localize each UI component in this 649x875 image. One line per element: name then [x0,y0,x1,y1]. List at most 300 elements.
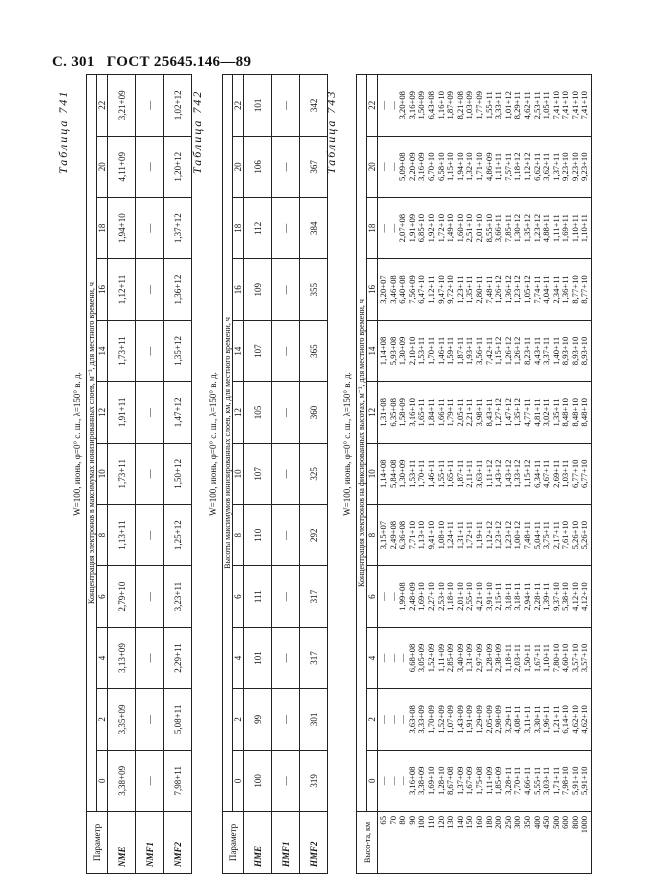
table-743-caption: W=100, июнь, φ=0° с. ш., λ=150° в. д. [342,372,352,516]
value-cell: 1,05+12 [521,275,532,304]
value-cell: 1,15+10 [445,152,456,181]
param-name: NMF2 [164,812,192,874]
value-cell: 1,27+12 [493,398,504,427]
value-cell: 3,62+11 [541,152,552,181]
value-cell: 1,16+10 [435,91,446,120]
value-cell: 2,53+10 [435,582,446,611]
altitude-value: 450 [541,816,552,829]
value-cell: 1,36+12 [502,275,513,304]
value-cell: 109 [244,259,272,320]
value-cell: 7,48+11 [521,521,532,550]
value-cell: — [397,776,408,786]
value-cell: 106 [244,136,272,197]
value-cell: 2,53+11 [531,91,542,120]
hour-header: 14 [233,320,244,381]
hour-header: 18 [97,197,108,258]
value-cell: 1,26+12 [493,275,504,304]
value-cell: 1,33+12 [512,459,523,489]
value-cell: 8,48+10 [579,398,590,427]
value-cell: — [136,75,164,137]
value-cell: — [136,627,164,688]
value-cell: 2,38+09 [493,643,504,673]
value-cell: 1,52+09 [425,643,436,673]
value-cell: 3,15+07 [378,520,388,550]
value-cell: — [387,715,398,724]
value-cell: 1,65+11 [416,398,427,427]
param-name: HMF2 [300,812,328,874]
value-cell: 101 [244,75,272,137]
value-cell: 1,70+09 [425,705,436,734]
value-cell: 1,26+12 [512,336,523,366]
value-cell: 3,33+11 [493,91,504,120]
value-cell: 8,67+08 [445,766,456,796]
value-cell: 7,80+10 [550,643,561,673]
value-cell: — [272,505,300,566]
value-cell: — [272,627,300,688]
hour-column [378,197,592,258]
value-cell: 1,12+12 [521,152,532,181]
altitude-header: Высо-та, км [357,812,378,874]
value-cell: 8,55+10 [483,213,494,243]
value-cell: 1,11+11 [493,152,504,181]
value-cell: 2,29+11 [164,627,192,688]
value-cell: 317 [300,627,328,688]
value-cell: 1,31+08 [378,398,388,427]
value-cell: 1,11+12 [483,459,494,488]
value-cell: 1,19+11 [473,521,484,550]
hour-header: 22 [97,75,108,137]
value-cell: 1,13+10 [416,520,427,550]
hour-header: 8 [97,504,108,565]
hour-column [378,566,592,627]
value-cell: 7,41+10 [579,91,590,120]
value-cell: 2,11+11 [464,459,475,488]
table-743-body [378,75,592,874]
value-cell: 2,97+09 [473,643,484,673]
value-cell: 3,56+11 [473,336,484,366]
value-cell: 1,50+09 [416,91,427,120]
value-cell: 3,16+08 [406,766,417,796]
hour-header: 20 [367,136,378,197]
altitude-value: 150 [464,816,475,829]
value-cell: 1,87+11 [454,459,465,488]
value-cell: 2,07+08 [397,213,408,243]
value-cell: 1,30+09 [397,459,408,489]
value-cell: — [378,223,388,233]
hour-header: 0 [367,750,378,811]
hour-header: 2 [367,689,378,750]
value-cell: 7,42+11 [483,336,494,366]
value-cell: 1,69+10 [425,766,436,796]
value-cell: 3,29+11 [502,705,513,734]
hour-header: 16 [233,259,244,320]
value-cell: — [272,689,300,750]
value-cell: 1,18+12 [512,152,523,181]
value-cell: 2,15+11 [493,582,504,611]
value-cell: — [378,592,388,601]
altitude-value: 110 [425,816,436,829]
value-cell: 6,40+08 [397,275,408,304]
value-cell: 1,47+12 [164,382,192,443]
value-cell: 6,77+10 [579,459,590,489]
value-cell: 1,12+11 [108,259,136,320]
value-cell: — [378,162,388,172]
value-cell: 1,46+11 [425,459,436,488]
param-name: NME [108,812,136,874]
value-cell: 1,71+11 [550,766,561,795]
table-743-name: Таблица 743 [324,89,338,174]
value-cell: 2,27+10 [425,582,436,611]
value-cell: — [136,750,164,811]
hour-header: 8 [367,504,378,565]
value-cell: — [272,750,300,811]
value-cell: 3,20+08 [397,91,408,120]
value-cell: 1,23+12 [493,520,504,550]
value-cell: 1,55+11 [435,459,446,488]
value-cell: 1,93+11 [464,336,475,366]
value-cell: 8,21+08 [454,91,465,120]
value-cell: 3,38+09 [416,766,427,796]
value-cell: 1,18+11 [502,643,513,673]
altitude-value: 100 [416,816,427,829]
value-cell: — [272,75,300,137]
hour-header: 12 [97,382,108,443]
value-cell: 1,12+12 [483,520,494,550]
value-cell: 4,60+10 [560,643,571,673]
value-cell: 4,62+10 [569,705,580,734]
value-cell: — [397,715,408,724]
value-cell: 1,00+12 [512,520,523,550]
value-cell: 2,98+09 [493,705,504,734]
value-cell: 367 [300,136,328,197]
value-cell: 5,91+10 [569,766,580,796]
value-cell: 1,14+08 [378,459,388,489]
value-cell: 7,56+09 [406,275,417,304]
value-cell: — [136,443,164,504]
value-cell: 1,37+12 [164,197,192,258]
value-cell: 1,24+11 [445,521,456,550]
value-cell: 3,21+09 [108,75,136,137]
value-cell: 1,11+09 [483,766,494,795]
value-cell: 3,03+11 [541,766,552,795]
param-name: HMF1 [272,812,300,874]
table-741-caption: W=100, июнь, φ=0° с. ш., λ=150° в. д. [72,372,82,516]
altitude-value: 400 [531,816,542,829]
value-cell: 1,13+11 [108,504,136,565]
value-cell: 3,46+08 [387,275,398,304]
value-cell: 7,98+10 [560,766,571,796]
altitude-value: 160 [473,816,484,829]
value-cell: 1,35+12 [164,320,192,381]
value-cell: 1,36+11 [560,275,571,304]
value-cell: 6,58+10 [435,152,446,181]
hour-header: 20 [233,136,244,197]
value-cell: — [272,566,300,627]
value-cell: 7,70+11 [512,766,523,795]
value-cell: 7,98+11 [164,750,192,811]
value-cell: — [272,382,300,443]
value-cell: 1,66+11 [435,398,446,427]
value-cell: 2,79+10 [108,566,136,627]
value-cell: 1,91+09 [464,705,475,734]
value-cell: 2,01+10 [473,213,484,243]
value-cell: 7,61+10 [560,520,571,550]
hour-header: 16 [97,259,108,320]
value-cell: 1,15+12 [493,336,504,366]
value-cell: 1,07+09 [445,705,456,734]
value-cell: 5,26+10 [569,520,580,550]
value-cell: 3,11+11 [521,705,532,734]
value-cell: 3,40+09 [454,643,465,673]
value-cell: — [136,504,164,565]
value-cell: — [136,136,164,197]
table-row [244,75,272,874]
value-cell: 105 [244,382,272,443]
value-cell: 5,26+10 [579,520,590,550]
value-cell: 342 [300,75,328,137]
value-cell: 9,23+10 [579,152,590,181]
hours-header-row [233,75,244,874]
value-cell: 5,38+10 [560,582,571,611]
value-cell: 1,10+11 [541,643,552,673]
value-cell: 1,85+09 [493,766,504,796]
hour-header: 2 [233,689,244,750]
hour-column [378,259,592,320]
hour-header: 10 [233,443,244,504]
page-number: С. 301 [52,54,95,70]
value-cell: 1,29+09 [473,705,484,734]
value-cell: 3,57+10 [579,643,590,673]
value-cell: 1,35+12 [521,213,532,243]
value-cell: 319 [300,750,328,811]
value-cell: 3,63+11 [473,459,484,488]
value-cell: 8,29+11 [512,91,523,120]
value-cell: 1,72+11 [464,521,475,550]
value-cell: 2,80+11 [473,275,484,304]
param-name: HME [244,812,272,874]
altitude-value: 200 [493,816,504,829]
hour-header: 4 [367,627,378,688]
value-cell: 1,10+11 [579,214,590,243]
value-cell: 7,41+10 [569,91,580,120]
value-cell: 100 [244,750,272,811]
value-cell: 1,21+11 [550,705,561,734]
value-cell: — [387,223,398,233]
value-cell: — [136,320,164,381]
value-cell: 8,48+10 [560,398,571,427]
value-cell: — [378,653,388,663]
value-cell: 1,75+08 [473,766,484,796]
value-cell: 107 [244,443,272,504]
value-cell: 1,36+12 [164,259,192,320]
value-cell: — [387,776,398,786]
value-cell: 8,77+10 [569,275,580,304]
value-cell: 3,66+11 [493,214,504,243]
value-cell: 6,77+10 [569,459,580,489]
value-cell: 1,12+11 [425,275,436,304]
value-cell: 360 [300,382,328,443]
value-cell: 6,68+08 [406,643,417,673]
value-cell: 2,55+10 [464,582,475,611]
value-cell: 1,23+12 [502,520,513,550]
value-cell: 384 [300,198,328,259]
value-cell: 1,46+11 [435,336,446,366]
value-cell: 112 [244,198,272,259]
value-cell: 2,51+10 [464,213,475,243]
value-cell: 3,37+11 [541,336,552,366]
altitude-value: 120 [435,816,446,829]
value-cell: 1,11+11 [550,214,561,243]
altitude-value: 65 [378,816,388,825]
value-cell: 1,32+10 [464,152,475,181]
value-cell: 1,30+09 [397,336,408,366]
hour-header: 14 [97,320,108,381]
table-743-subcaption: Концентрация электронов на фиксированных высотах, м⁻³, для местного времени, ч [357,75,367,812]
value-cell: 1,87+09 [445,91,456,120]
value-cell: 1,23+11 [454,275,465,304]
value-cell: 2,20+09 [406,152,417,181]
value-cell: 3,18+11 [502,582,513,611]
value-cell: 5,93+08 [387,336,398,366]
value-cell: 7,74+11 [531,275,542,304]
value-cell: 3,35+09 [108,689,136,750]
value-cell: 1,73+11 [108,320,136,381]
hour-header: 18 [367,197,378,258]
value-cell: — [378,100,388,110]
value-cell: 301 [300,689,328,750]
altitude-value: 500 [550,816,561,829]
value-cell: 6,36+08 [397,520,408,550]
value-cell: 9,37+10 [550,582,561,611]
value-cell: 1,35+11 [550,398,561,427]
altitude-value: 130 [445,816,456,829]
value-cell: 1,50+11 [521,643,532,673]
value-cell: 6,62+11 [531,152,542,181]
value-cell: 1,84+11 [425,398,436,427]
value-cell: 1,28+10 [435,766,446,796]
value-cell: 1,67+11 [531,643,542,673]
value-cell: 2,94+11 [521,582,532,611]
table-741-name: Таблица 741 [56,89,70,174]
value-cell: 5,08+11 [164,689,192,750]
value-cell: — [136,566,164,627]
hour-header: 18 [233,198,244,259]
value-cell: 1,69+10 [416,582,427,611]
altitude-value: 90 [406,816,417,825]
value-cell: 1,31+11 [454,521,465,550]
value-cell: 4,66+11 [521,766,532,795]
value-cell: 3,23+11 [164,566,192,627]
value-cell: 8,48+10 [569,398,580,427]
value-cell: 1,01+12 [502,91,513,120]
value-cell: 3,02+11 [541,398,552,427]
value-cell: 355 [300,259,328,320]
hour-header: 16 [367,259,378,320]
hour-column [378,750,592,811]
value-cell: 99 [244,689,272,750]
value-cell: 4,04+11 [541,275,552,304]
value-cell: 7,57+11 [502,152,513,181]
value-cell: 6,14+10 [560,705,571,734]
value-cell: 3,16+09 [416,152,427,181]
value-cell: — [136,689,164,750]
hour-column [378,382,592,443]
value-cell: 1,14+08 [378,336,388,366]
hour-header: 14 [367,320,378,381]
value-cell: 1,18+10 [445,582,456,611]
value-cell: 5,91+10 [579,766,590,796]
value-cell: 6,34+11 [531,459,542,488]
value-cell: 1,05+11 [541,91,552,120]
param-header: Параметр [223,812,244,874]
table-742-caption: W=100, июнь, φ=0° с. ш., λ=150° в. д. [208,372,218,516]
value-cell: 1,58+09 [397,398,408,427]
value-cell: 9,41+10 [425,520,436,550]
value-cell: — [397,653,408,663]
value-cell: 1,03+11 [560,459,571,488]
value-cell: 4,11+09 [108,136,136,197]
value-cell: 292 [300,505,328,566]
hour-header: 0 [233,750,244,811]
value-cell: 1,30+12 [512,213,523,243]
value-cell: 6,43+08 [425,91,436,120]
value-cell: 1,39+11 [541,582,552,611]
value-cell: 1,23+12 [512,275,523,304]
value-cell: 4,43+11 [531,336,542,366]
hour-column [378,627,592,688]
value-cell: 1,53+11 [416,336,427,366]
value-cell: 1,26+12 [502,336,513,366]
value-cell: 2,48+09 [406,582,417,611]
value-cell: 7,41+10 [550,91,561,120]
hour-header: 2 [97,689,108,750]
value-cell: 8,93+10 [579,336,590,366]
value-cell: 2,49+08 [387,520,398,550]
value-cell: 1,65+11 [445,459,456,488]
param-name: NMF1 [136,812,164,874]
value-cell: 1,37+09 [454,766,465,796]
altitude-value: 1000 [579,816,590,834]
value-cell: 4,62+11 [521,91,532,120]
value-cell: 3,16+10 [406,398,417,427]
value-cell: 1,96+11 [541,705,552,734]
value-cell: 325 [300,443,328,504]
value-cell: 3,38+09 [108,750,136,811]
hours-header-row [367,75,378,874]
value-cell: 1,43+12 [493,459,504,489]
hour-header: 22 [233,75,244,137]
value-cell: 1,92+10 [425,213,436,243]
hour-header: 20 [97,136,108,197]
value-cell: 7,41+10 [560,91,571,120]
value-cell: 2,10+10 [406,336,417,366]
value-cell: 6,47+10 [416,275,427,304]
value-cell: 365 [300,320,328,381]
value-cell: 1,79+11 [445,398,456,427]
value-cell: 1,91+09 [406,213,417,243]
hour-column [378,320,592,381]
value-cell: 4,67+11 [541,459,552,488]
hours-header-row [97,75,108,874]
value-cell: 111 [244,566,272,627]
value-cell: 1,91+11 [108,382,136,443]
value-cell: 1,31+09 [464,643,475,673]
value-cell: 2,34+11 [550,275,561,304]
value-cell: — [378,715,388,724]
altitude-value: 350 [521,816,532,829]
value-cell: — [272,198,300,259]
value-cell: 4,21+10 [473,582,484,611]
